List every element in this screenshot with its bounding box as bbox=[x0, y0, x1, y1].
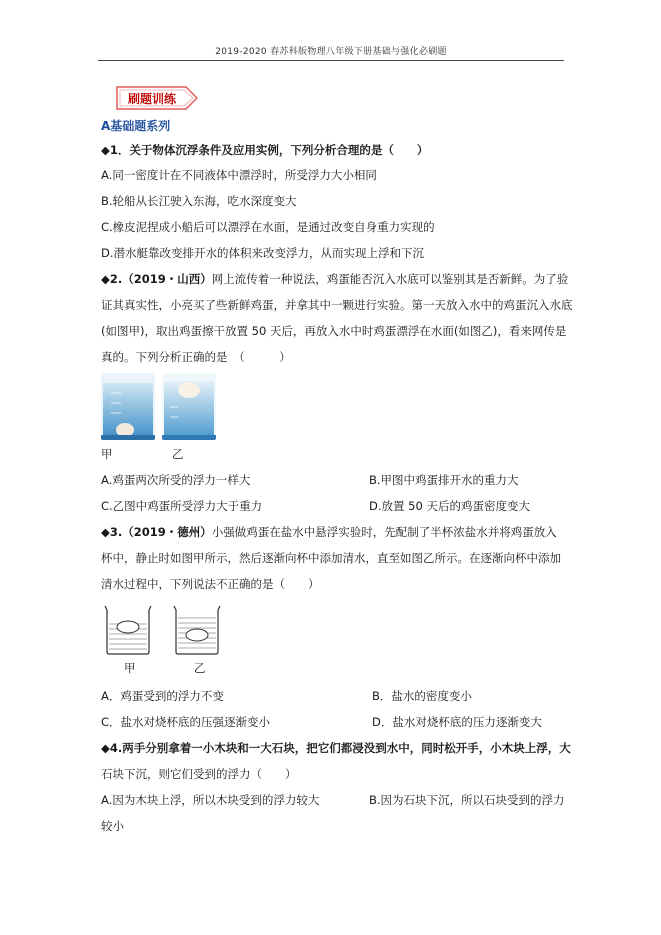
q2-option-c: C.乙图中鸡蛋所受浮力大于重力 bbox=[101, 499, 263, 513]
q2-option-a: A.鸡蛋两次所受的浮力一样大 bbox=[101, 473, 251, 487]
q3-line-3: 清水过程中，下列说法不正确的是（ ） bbox=[101, 577, 320, 591]
badge-label: 刷题训练 bbox=[128, 92, 177, 106]
q3-text-1: 小强做鸡蛋在盐水中悬浮实验时，先配制了半杯浓盐水并将鸡蛋放入 bbox=[211, 525, 557, 539]
q1-option-a: A.同一密度计在不同液体中漂浮时，所受浮力大小相同 bbox=[101, 168, 377, 182]
q2-figure-label-right: 乙 bbox=[172, 447, 184, 461]
page-header: 2019-2020 春苏科版物理八年级下册基础与强化必刷题 bbox=[215, 47, 447, 57]
q4-option-b-continued: 较小 bbox=[101, 819, 124, 833]
q3-option-a: A．鸡蛋受到的浮力不变 bbox=[101, 689, 224, 703]
q2-line-1 bbox=[101, 271, 568, 287]
q4-line-2: 石块下沉，则它们受到的浮力（ ） bbox=[101, 767, 297, 781]
q3-option-c: C．盐水对烧杯底的压强逐渐变小 bbox=[101, 715, 271, 729]
practice-badge bbox=[116, 86, 198, 110]
q3-number: ◆3. bbox=[101, 525, 123, 539]
egg-floating-photo bbox=[162, 373, 216, 440]
q2-option-b: B.甲图中鸡蛋排开水的重力大 bbox=[369, 473, 519, 487]
q3-option-b: B．盐水的密度变小 bbox=[372, 689, 472, 703]
header-divider bbox=[98, 60, 564, 61]
q1-option-b: B.轮船从长江驶入东海，吃水深度变大 bbox=[101, 194, 297, 208]
q1-option-d: D.潜水艇靠改变排开水的体积来改变浮力，从而实现上浮和下沉 bbox=[101, 246, 425, 260]
q2-line-4: 真的。下列分析正确的是 （ ） bbox=[101, 350, 291, 364]
q2-text-1: 网上流传着一种说法，鸡蛋能否沉入水底可以鉴别其是否新鲜。为了验 bbox=[211, 272, 569, 286]
q3-figure-label-right: 乙 bbox=[194, 661, 206, 675]
q4-line-1: ◆4.两手分别拿着一小木块和一大石块，把它们都浸没到水中，同时松开手，小木块上浮，大 bbox=[101, 741, 571, 755]
q2-option-d: D.放置 50 天后的鸡蛋密度变大 bbox=[369, 499, 530, 513]
q2-number: ◆2. bbox=[101, 272, 123, 286]
q3-source: （2019・德州） bbox=[122, 525, 212, 539]
q4-option-b: B.因为石块下沉，所以石块受到的浮力 bbox=[369, 793, 565, 807]
section-title: A基础题系列 bbox=[101, 119, 171, 133]
q3-line-1 bbox=[101, 524, 557, 540]
q4-option-a: A.因为木块上浮，所以木块受到的浮力较大 bbox=[101, 793, 320, 807]
beaker-left-diagram bbox=[103, 604, 153, 660]
q1-stem: ◆1．关于物体沉浮条件及应用实例，下列分析合理的是（ ） bbox=[101, 143, 429, 157]
q2-figure-label-left: 甲 bbox=[101, 447, 113, 461]
q3-line-2: 杯中，静止时如图甲所示，然后逐渐向杯中添加清水，直至如图乙所示。在逐渐向杯中添加 bbox=[101, 551, 561, 565]
q2-line-3: (如图甲)，取出鸡蛋擦干放置 50 天后，再放入水中时鸡蛋漂浮在水面(如图乙)，看来网传是 bbox=[101, 324, 567, 338]
egg-sunk-photo bbox=[101, 373, 155, 440]
q2-source: （2019・山西） bbox=[122, 272, 212, 286]
q3-figure-label-left: 甲 bbox=[124, 661, 136, 675]
q2-line-2: 证其真实性，小亮买了些新鲜鸡蛋，并拿其中一颗进行实验。第一天放入水中的鸡蛋沉入水底 bbox=[101, 298, 573, 312]
q1-option-c: C.橡皮泥捏成小船后可以漂浮在水面，是通过改变自身重力实现的 bbox=[101, 220, 435, 234]
q3-option-d: D．盐水对烧杯底的压力逐渐变大 bbox=[372, 715, 542, 729]
beaker-right-diagram bbox=[172, 604, 222, 660]
